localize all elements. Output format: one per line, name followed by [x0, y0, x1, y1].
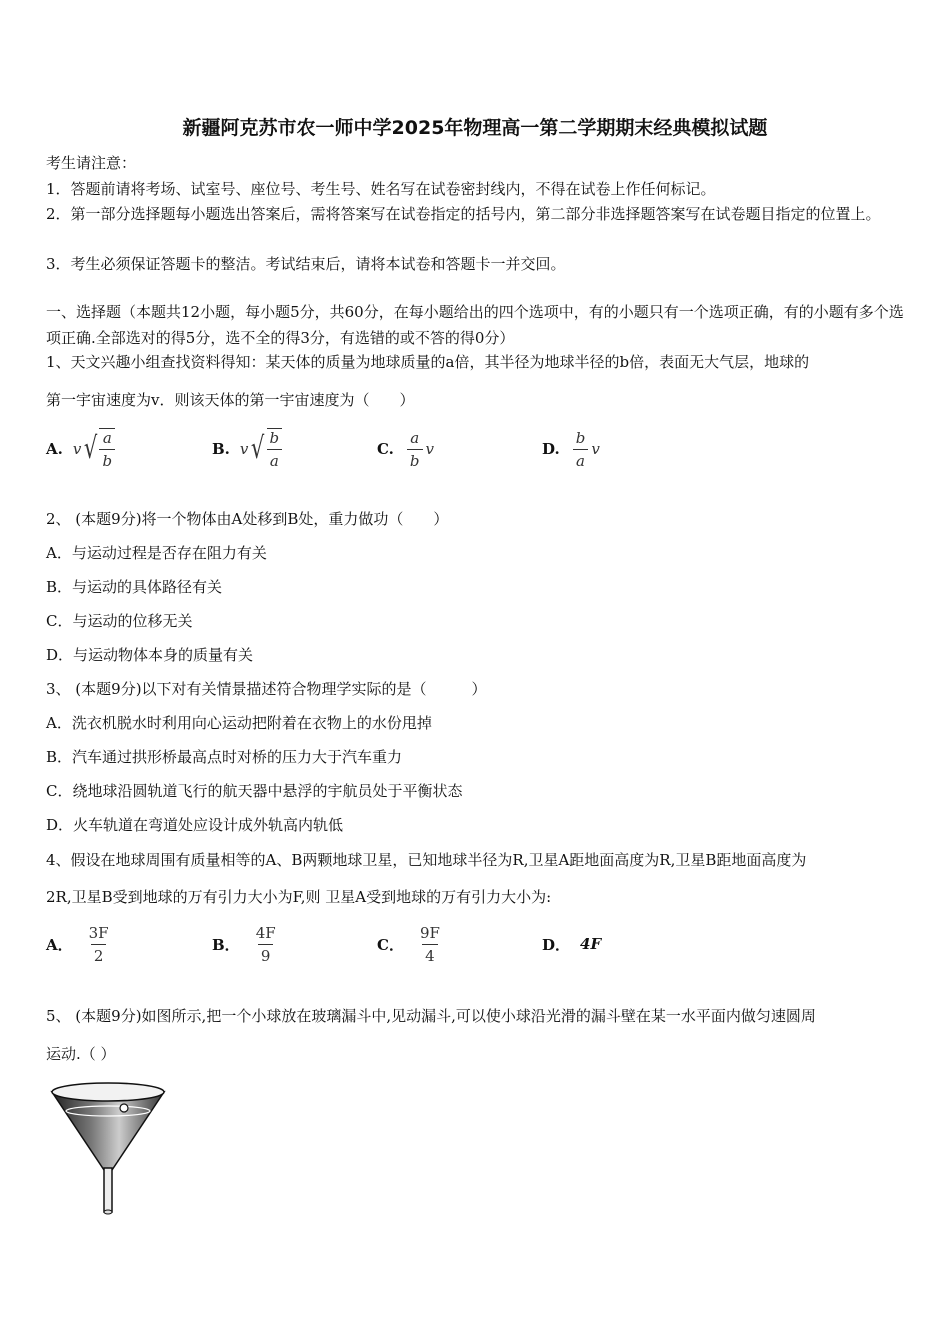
radical-sign: √ [251, 431, 265, 466]
option-label: C. [377, 440, 394, 458]
fraction [417, 924, 443, 965]
q1-stem-line1: 1、天文兴趣小组查找资料得知：某天体的质量为地球质量的a倍，其半径为地球半径的b倍，表面无大气层，地球的 [46, 353, 810, 371]
option-label: C． [377, 935, 404, 954]
fraction-denominator: 9 [258, 944, 274, 965]
fraction-denominator: 4 [422, 944, 438, 965]
q2-option-b: B．与运动的具体路径有关 [46, 578, 223, 596]
page-title: 新疆阿克苏市农一师中学2025年物理高一第二学期期末经典模拟试题 [182, 117, 768, 139]
option-label: A. [46, 440, 63, 458]
fraction-denominator: b [407, 449, 423, 470]
fraction-numerator: a [410, 428, 420, 447]
math-var: v [239, 440, 249, 458]
fraction-numerator: 3F [88, 923, 109, 942]
q2-option-a: A．与运动过程是否存在阻力有关 [46, 544, 267, 562]
fraction [407, 429, 423, 470]
notice-heading: 考生请注意： [46, 154, 137, 172]
q2-stem: 2、 (本题9分)将一个物体由A处移到B处，重力做功（ ） [46, 510, 449, 528]
q4-option-a [46, 918, 115, 970]
q2-option-c: C．与运动的位移无关 [46, 612, 193, 630]
fraction [86, 924, 112, 965]
q5-stem-line1: 5、 (本题9分)如图所示,把一个小球放在玻璃漏斗中,见动漏斗,可以使小球沿光滑的漏斗壁在某一水平面内做匀速圆周 [46, 1007, 816, 1025]
q1-option-b [212, 423, 285, 475]
fraction-numerator: 9F [419, 923, 440, 942]
q2-option-d: D．与运动物体本身的质量有关 [46, 646, 254, 664]
option-label: B. [212, 440, 230, 458]
math-var: v [72, 440, 82, 458]
math-var: v [425, 440, 434, 458]
q4-options [46, 918, 906, 970]
notice-item-3: 3．考生必须保证答题卡的整洁。考试结束后，请将本试卷和答题卡一并交回。 [46, 255, 566, 273]
fraction [253, 924, 279, 965]
q1-option-d [542, 423, 600, 475]
notice-item-2: 2．第一部分选择题每小题选出答案后，需将答案写在试卷指定的括号内，第二部分非选择题答案写在试卷题目指定的位置上。 [46, 205, 881, 223]
option-label: D. [542, 440, 560, 458]
section-heading: 一、选择题（本题共12小题，每小题5分，共60分，在每小题给出的四个选项中，有的小题只有一个选项正确，有的小题有多个选项正确.全部选对的得5分，选不全的得3分，有选错的或不答的得0分） [46, 303, 904, 347]
fraction [99, 428, 115, 470]
q4-option-d [542, 918, 601, 970]
sqrt-expression [248, 428, 285, 470]
option-label: A． [46, 935, 73, 954]
q3-option-d: D．火车轨道在弯道处应设计成外轨高内轨低 [46, 816, 344, 834]
math-var: v [591, 440, 600, 458]
q4-option-c [377, 918, 446, 970]
fraction-numerator: b [269, 429, 280, 447]
q4-stem-line1: 4、假设在地球周围有质量相等的A、B两颗地球卫星，已知地球半径为R,卫星A距地面高度为R,卫星B距地面高度为 [46, 851, 807, 869]
q5-stem-line2: 运动.（ ） [46, 1045, 116, 1063]
fraction-numerator: b [575, 428, 586, 447]
q4-option-b [212, 918, 282, 970]
fraction-numerator: 4F [255, 923, 276, 942]
fraction-denominator: b [99, 449, 115, 470]
fraction [573, 429, 589, 470]
fraction-denominator: 2 [91, 944, 107, 965]
funnel-figure [48, 1082, 168, 1217]
q1-option-a [46, 423, 118, 475]
q1-options [46, 423, 906, 475]
sqrt-expression [81, 428, 118, 470]
fraction-numerator: a [102, 429, 112, 447]
q3-option-c: C．绕地球沿圆轨道飞行的航天器中悬浮的宇航员处于平衡状态 [46, 782, 463, 800]
q3-option-a: A．洗衣机脱水时利用向心运动把附着在衣物上的水份甩掉 [46, 714, 432, 732]
option-label: B． [212, 935, 240, 954]
fraction-denominator: a [267, 449, 282, 470]
q3-stem: 3、 (本题9分)以下对有关情景描述符合物理学实际的是（ ） [46, 680, 487, 698]
fraction [267, 428, 283, 470]
option-value: 4F [580, 935, 602, 953]
radical-sign: √ [84, 431, 98, 466]
option-label: D． [542, 935, 571, 954]
q4-stem-line2: 2R,卫星B受到地球的万有引力大小为F,则 卫星A受到地球的万有引力大小为: [46, 888, 552, 906]
q1-option-c [377, 423, 434, 475]
fraction-denominator: a [573, 449, 588, 470]
q1-stem-line2: 第一宇宙速度为v．则该天体的第一宇宙速度为（ ） [46, 391, 415, 409]
q3-option-b: B．汽车通过拱形桥最高点时对桥的压力大于汽车重力 [46, 748, 403, 766]
notice-item-1: 1．答题前请将考场、试室号、座位号、考生号、姓名写在试卷密封线内，不得在试卷上作任何标记。 [46, 180, 716, 198]
